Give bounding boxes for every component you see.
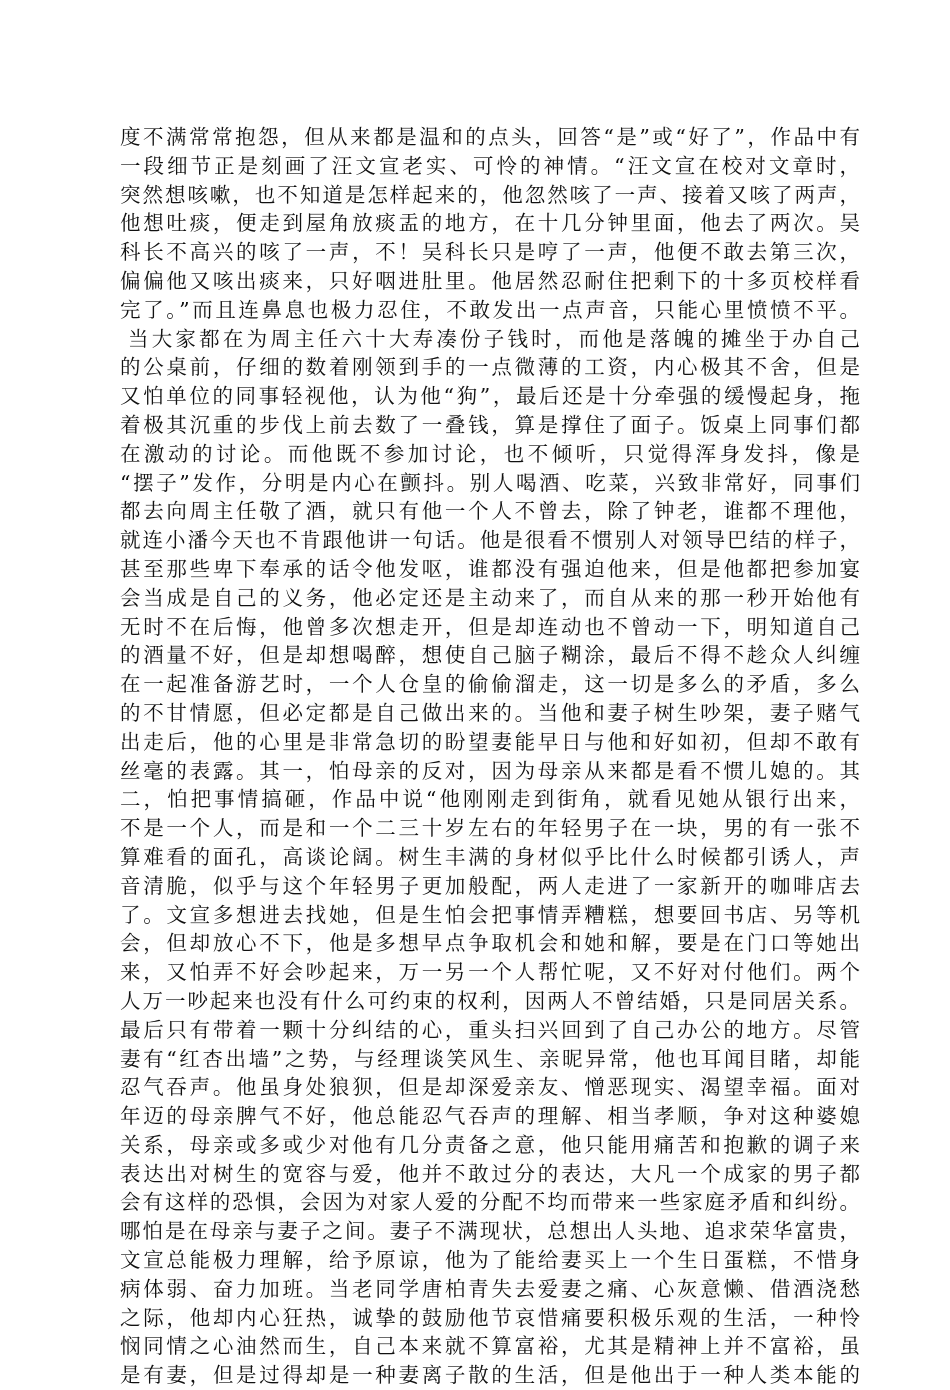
- text-line: 算难看的面孔，高谈论阔。树生丰满的身材似乎比什么时候都引诱人，声: [120, 844, 860, 869]
- text-line: 着极其沉重的步伐上前去数了一叠钱，算是撑住了面子。饭桌上同事们都: [120, 412, 860, 437]
- text-line: 二，怕把事情搞砸，作品中说“他刚刚走到街角，就看见她从银行出来，: [120, 787, 860, 812]
- text-line: 妻有“红杏出墙”之势，与经理谈笑风生、亲昵异常，他也耳闻目睹，却能: [120, 1046, 860, 1071]
- text-line: 的公桌前，仔细的数着刚领到手的一点微薄的工资，内心极其不舍，但是: [120, 355, 860, 380]
- text-line: 忍气吞声。他虽身处狼狈，但是却深爱亲友、憎恶现实、渴望幸福。面对: [120, 1075, 860, 1100]
- text-line: 甚至那些卑下奉承的话令他发呕，谁都没有强迫他来，但是他都把参加宴: [120, 556, 860, 581]
- text-line: 关系，母亲或多或少对他有几分责备之意，他只能用痛苦和抱歉的调子来: [120, 1132, 860, 1157]
- text-line: 完了。”而且连鼻息也极力忍住，不敢发出一点声音，只能心里愤愤不平。: [120, 297, 860, 322]
- text-line: 文宣总能极力理解，给予原谅，他为了能给妻买上一个生日蛋糕，不惜身: [120, 1248, 860, 1273]
- text-line: 科长不高兴的咳了一声，不！吴科长只是哼了一声，他便不敢去第三次，: [120, 240, 860, 265]
- text-line: 无时不在后悔，他曾多次想走开，但是却连动也不曾动一下，明知道自己: [120, 614, 860, 639]
- text-line: 度不满常常抱怨，但从来都是温和的点头，回答“是”或“好了”，作品中有: [120, 125, 860, 149]
- text-line: 最后只有带着一颗十分纠结的心，重头扫兴回到了自己办公的地方。尽管: [120, 1017, 860, 1042]
- text-line: 突然想咳嗽，也不知道是怎样起来的，他忽然咳了一声、接着又咳了两声，: [120, 182, 860, 207]
- text-line: 就连小潘今天也不肯跟他讲一句话。他是很看不惯别人对领导巴结的样子，: [120, 528, 860, 553]
- text-line: 丝毫的表露。其一，怕母亲的反对，因为母亲从来都是看不惯儿媳的。其: [120, 758, 860, 783]
- text-line: 人万一吵起来也没有什么可约束的权利，因两人不曾结婚，只是同居关系。: [120, 988, 860, 1013]
- text-line: 哪怕是在母亲与妻子之间。妻子不满现状，总想出人头地、追求荣华富贵，: [120, 1219, 860, 1244]
- text-line: 偏偏他又咳出痰来，只好咽进肚里。他居然忍耐住把剩下的十多页校样看: [120, 268, 860, 293]
- text-line: 会，但却放心不下，他是多想早点争取机会和她和解，要是在门口等她出: [120, 931, 860, 956]
- text-line: 都去向周主任敬了酒，就只有他一个人不曾去，除了钟老，谁都不理他，: [120, 499, 860, 524]
- text-line: 来，又怕弄不好会吵起来，万一另一个人帮忙呢，又不好对付他们。两个: [120, 960, 860, 985]
- text-line: 会有这样的恐惧，会因为对家人爱的分配不均而带来一些家庭矛盾和纠纷。: [120, 1190, 860, 1215]
- text-line: 音清脆，似乎与这个年轻男子更加般配，两人走进了一家新开的咖啡店去: [120, 873, 860, 898]
- body-text: [120, 123, 860, 1390]
- text-line: 表达出对树生的宽容与爱，他并不敢过分的表达，大凡一个成家的男子都: [120, 1161, 860, 1186]
- text-line: 在一起准备游艺时，一个人仓皇的偷偷溜走，这一切是多么的矛盾，多么: [120, 672, 860, 697]
- text-line: 之际，他却内心狂热，诚挚的鼓励他节哀惜痛要积极乐观的生活，一种怜: [120, 1305, 860, 1330]
- text-line: 一段细节正是刻画了汪文宣老实、可怜的神情。“汪文宣在校对文章时，: [120, 153, 860, 178]
- text-line: 是有妻，但是过得却是一种妻离子散的生活，但是他出于一种人类本能的: [120, 1363, 860, 1388]
- text-line: 的不甘情愿，但必定都是自己做出来的。当他和妻子树生吵架，妻子赌气: [120, 700, 860, 725]
- text-line: 会当成是自己的义务，他必定还是主动来了，而自从来的那一秒开始他有: [120, 585, 860, 610]
- text-line: 病体弱、奋力加班。当老同学唐柏青失去爱妻之痛、心灰意懒、借酒浇愁: [120, 1276, 860, 1301]
- text-line: 又怕单位的同事轻视他，认为他“狗”，最后还是十分牵强的缓慢起身，拖: [120, 384, 860, 409]
- text-line: 当大家都在为周主任六十大寿凑份子钱时，而他是落魄的摊坐于办自己: [128, 326, 860, 351]
- text-line: 年迈的母亲脾气不好，他总能忍气吞声的理解、相当孝顺，争对这种婆媳: [120, 1104, 860, 1129]
- text-line: 不是一个人，而是和一个二三十岁左右的年轻男子在一块，男的有一张不: [120, 816, 860, 841]
- text-line: 出走后，他的心里是非常急切的盼望妻能早日与他和好如初，但却不敢有: [120, 729, 860, 754]
- text-line: 悯同情之心油然而生，自己本来就不算富裕，尤其是精神上并不富裕，虽: [120, 1334, 860, 1359]
- text-line: 了。文宣多想进去找她，但是生怕会把事情弄糟糕，想要回书店、另等机: [120, 902, 860, 927]
- text-line: 他想吐痰，便走到屋角放痰盂的地方，在十几分钟里面，他去了两次。吴: [120, 211, 860, 236]
- text-line: 的酒量不好，但是却想喝醉，想使自己脑子糊涂，最后不得不趁众人纠缠: [120, 643, 860, 668]
- text-line: 在激动的讨论。而他既不参加讨论，也不倾听，只觉得浑身发抖，像是: [120, 441, 860, 466]
- text-line: “摆子”发作，分明是内心在颤抖。别人喝酒、吃菜，兴致非常好，同事们: [120, 470, 860, 495]
